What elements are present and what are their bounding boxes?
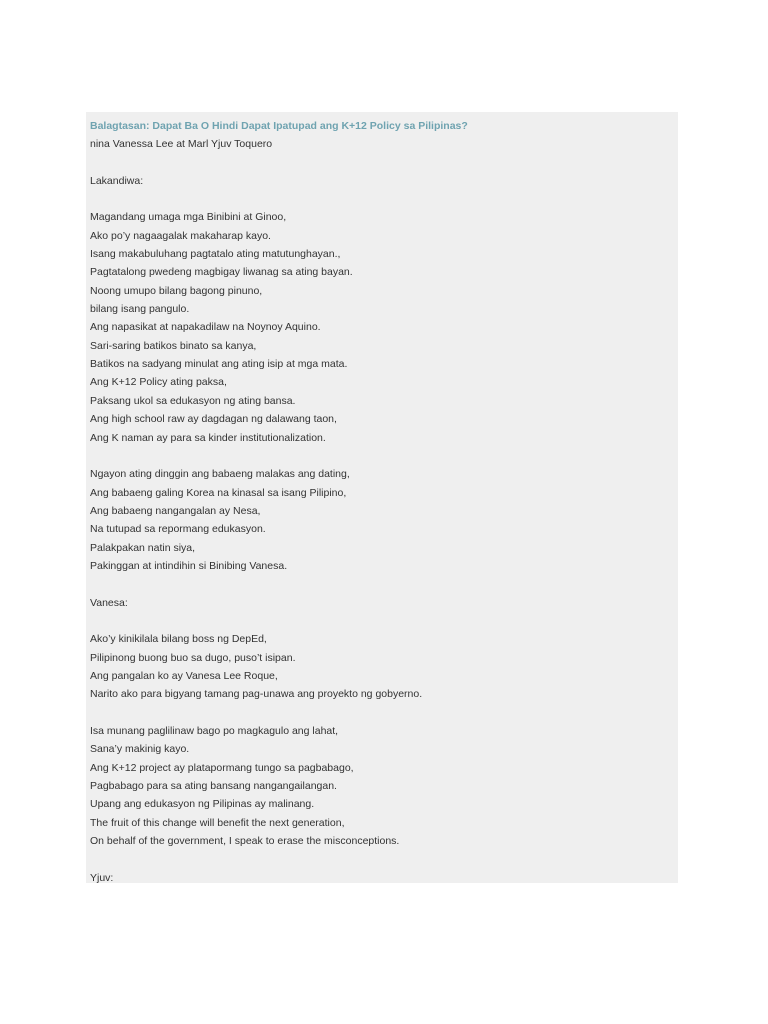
verse-line: Upang ang edukasyon ng Pilipinas ay malinang. <box>90 798 315 811</box>
verse-line: Ngayon ating dinggin ang babaeng malakas ang dating, <box>90 468 350 481</box>
blank-line <box>90 612 678 630</box>
verse-line: Sana’y makinig kayo. <box>90 743 190 756</box>
speaker-label-yjuv: Yjuv: <box>90 871 114 883</box>
blank-line <box>90 447 678 465</box>
blank-line <box>90 704 678 722</box>
verse-line: Ang babaeng galing Korea na kinasal sa isang Pilipino, <box>90 486 347 499</box>
verse-line: Ang babaeng nangangalan ay Nesa, <box>90 504 261 517</box>
verse-line: Ang pangalan ko ay Vanesa Lee Roque, <box>90 669 278 682</box>
stanza-4 <box>90 722 678 850</box>
verse-line: Magandang umaga mga Binibini at Ginoo, <box>90 211 287 224</box>
verse-line: Palakpakan natin siya, <box>90 541 196 554</box>
document-title: Balagtasan: Dapat Ba O Hindi Dapat Ipatupad ang K+12 Policy sa Pilipinas? <box>90 120 468 132</box>
speaker-label-lakandiwa: Lakandiwa: <box>90 174 144 187</box>
verse-line: Ang napasikat at napakadilaw na Noynoy Aquino. <box>90 321 321 334</box>
verse-line: Ako po’y nagaagalak makaharap kayo. <box>90 229 271 242</box>
verse-line: Pagtatalong pwedeng magbigay liwanag sa ating bayan. <box>90 266 353 279</box>
document-byline: nina Vanessa Lee at Marl Yjuv Toquero <box>90 138 273 150</box>
verse-line: Ang K naman ay para sa kinder institutionalization. <box>90 431 326 444</box>
blank-line <box>90 575 678 593</box>
blank-line <box>90 190 678 208</box>
verse-line: Pakinggan at intindihin si Binibing Vanesa. <box>90 559 288 572</box>
verse-line: Pagbabago para sa ating bansang nangangailangan. <box>90 780 337 793</box>
blank-line <box>90 153 678 171</box>
verse-line: Isang makabuluhang pagtatalo ating matutunghayan., <box>90 248 341 261</box>
verse-line: The fruit of this change will benefit the next generation, <box>90 816 345 829</box>
verse-line: Paksang ukol sa edukasyon ng ating bansa. <box>90 394 296 407</box>
verse-line: Noong umupo bilang bagong pinuno, <box>90 284 263 297</box>
speaker-label-vanesa: Vanesa: <box>90 596 128 609</box>
verse-line: bilang isang pangulo. <box>90 303 190 316</box>
verse-line: Pilipinong buong buo sa dugo, puso’t isipan. <box>90 651 296 664</box>
verse-line: Na tutupad sa repormang edukasyon. <box>90 523 266 536</box>
blank-line <box>90 850 678 868</box>
verse-line: Ang K+12 project ay platapormang tungo sa pagbabago, <box>90 761 354 774</box>
verse-line: Narito ako para bigyang tamang pag-unawa ang proyekto ng gobyerno. <box>90 688 423 701</box>
verse-line: Ang K+12 Policy ating paksa, <box>90 376 227 389</box>
verse-line: Batikos na sadyang minulat ang ating isip at mga mata. <box>90 358 348 371</box>
verse-line: Sari-saring batikos binato sa kanya, <box>90 339 257 352</box>
stanza-3 <box>90 630 678 703</box>
verse-line: On behalf of the government, I speak to erase the misconceptions. <box>90 835 400 848</box>
document-page <box>86 112 678 883</box>
stanza-1 <box>90 208 678 446</box>
stanza-2 <box>90 465 678 575</box>
verse-line: Ako’y kinikilala bilang boss ng DepEd, <box>90 633 267 646</box>
verse-line: Ang high school raw ay dagdagan ng dalawang taon, <box>90 413 337 426</box>
verse-line: Isa munang paglilinaw bago po magkagulo ang lahat, <box>90 725 339 737</box>
